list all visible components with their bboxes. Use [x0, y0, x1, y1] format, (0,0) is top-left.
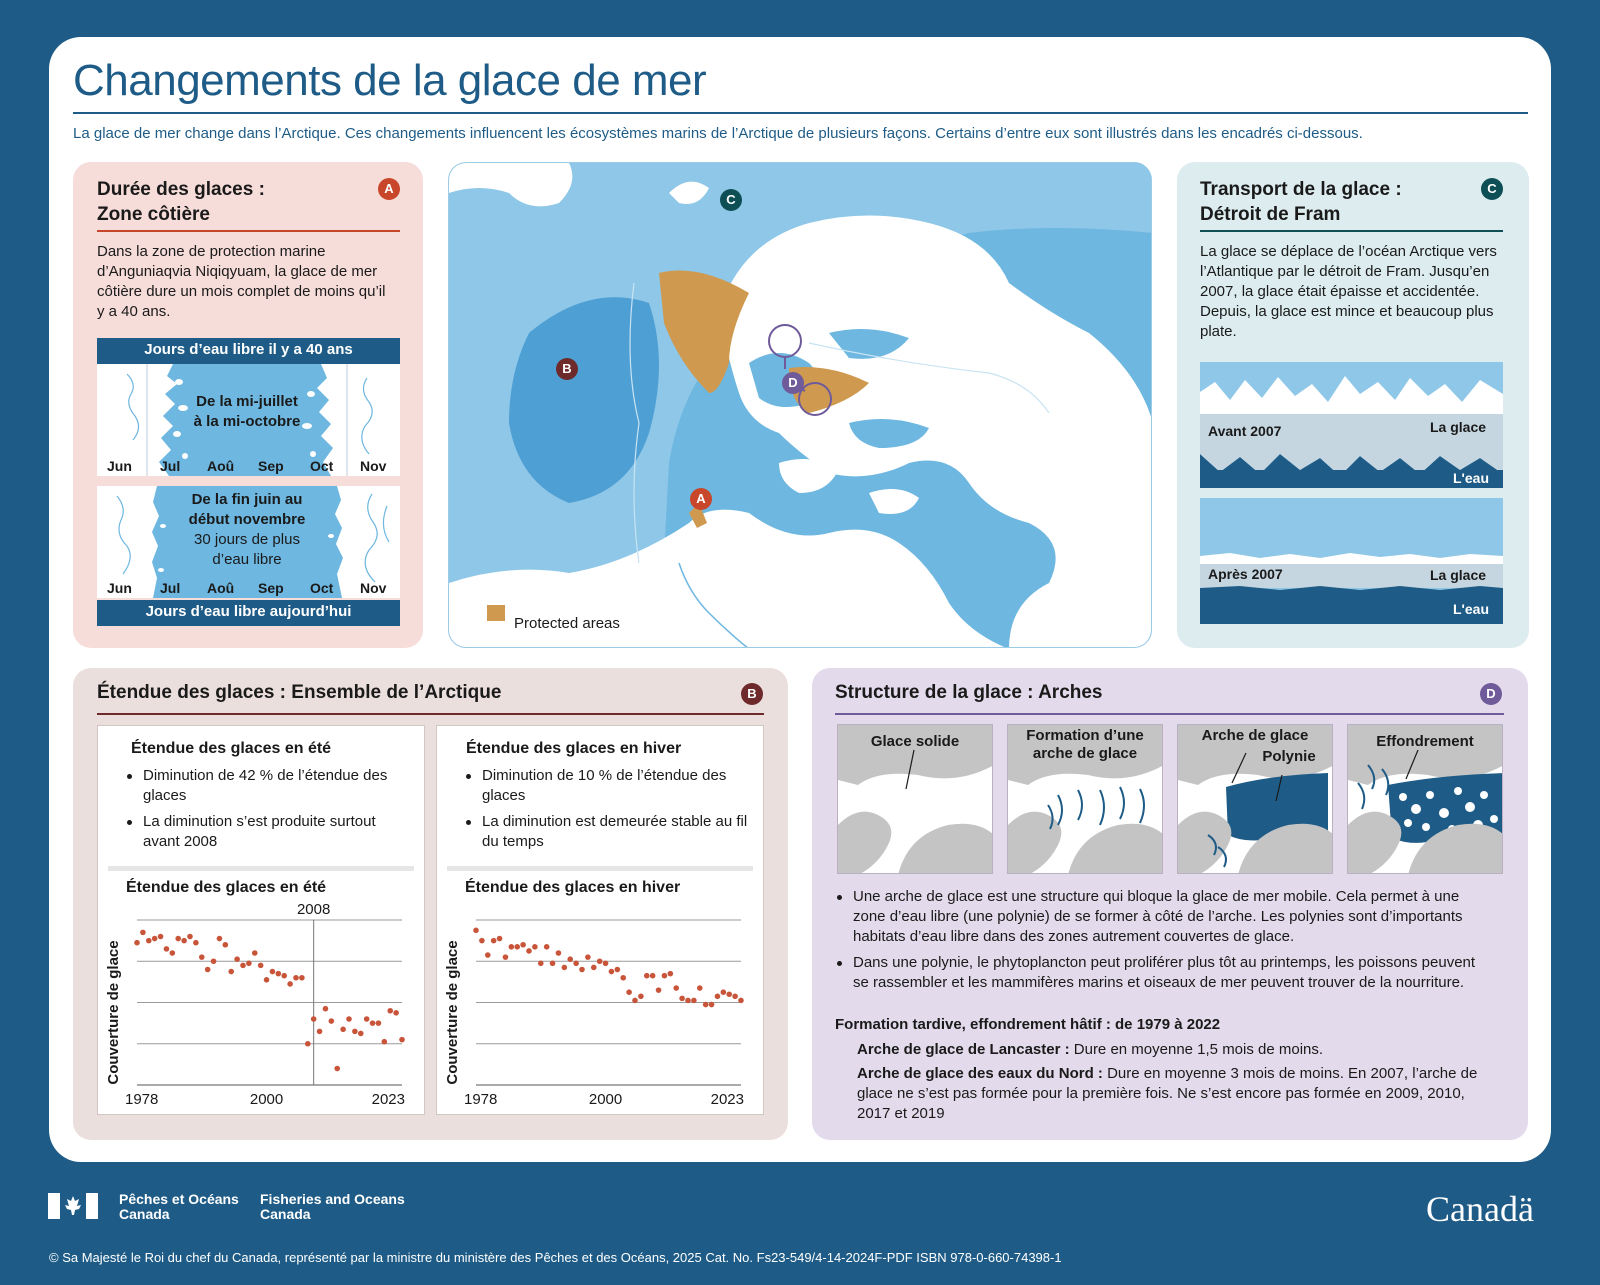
lancaster-text: Dure en moyenne 1,5 mois de moins.	[1073, 1041, 1324, 1058]
x-tick-label: 1978	[125, 1091, 159, 1108]
data-point	[252, 950, 258, 956]
winter-scatter-chart	[436, 900, 764, 1112]
data-point	[270, 969, 276, 975]
data-point	[217, 936, 223, 942]
data-point	[228, 969, 234, 975]
badge-c: C	[1481, 178, 1503, 200]
data-point	[620, 975, 626, 981]
map-badge-a: A	[690, 488, 712, 510]
data-point	[497, 936, 503, 942]
data-point	[211, 958, 217, 964]
data-point	[567, 956, 573, 962]
badge-a: A	[378, 178, 400, 200]
panel-a-title	[97, 177, 265, 227]
data-point	[246, 961, 252, 967]
data-point	[491, 938, 497, 944]
map-badge-c: C	[720, 189, 742, 211]
label-before-2007: Avant 2007	[1208, 423, 1282, 439]
month-label: Nov	[360, 580, 387, 596]
data-point	[382, 1039, 388, 1045]
summer-scatter-chart	[97, 900, 425, 1112]
data-point	[152, 936, 158, 942]
annotation-label: 2008	[296, 901, 331, 918]
data-point	[573, 961, 579, 967]
summer-chart-title: Étendue des glaces en été	[126, 879, 327, 896]
timeline-now-label	[147, 490, 347, 570]
now-label-line1: De la fin juin au	[191, 491, 303, 508]
label-ice-before: La glace	[1430, 419, 1487, 435]
data-point	[656, 987, 662, 993]
month-label: Jun	[107, 580, 132, 596]
data-point	[679, 996, 685, 1002]
data-point	[685, 998, 691, 1004]
canada-wordmark: Canadä	[1426, 1189, 1534, 1229]
data-point	[609, 969, 615, 975]
data-point	[399, 1037, 405, 1043]
winter-separator	[447, 866, 753, 871]
north-water-arch	[857, 1064, 1487, 1124]
panel-a-title-line1: Durée des glaces :	[97, 179, 265, 200]
formation-heading: Formation tardive, effondrement hâtif : de 1979 à 2022	[835, 1016, 1221, 1033]
data-point	[281, 973, 287, 979]
data-point	[175, 936, 181, 942]
data-point	[299, 975, 305, 981]
arch-stage-forming	[1007, 724, 1163, 874]
dept-name-en	[260, 1192, 405, 1222]
x-tick-label: 2023	[710, 1091, 744, 1108]
arctic-map	[449, 163, 1152, 648]
data-point	[650, 973, 656, 979]
map-badge-d: D	[782, 372, 804, 394]
panel-d-title: Structure de la glace : Arches	[835, 682, 1103, 703]
data-point	[632, 998, 638, 1004]
panel-b-title: Étendue des glaces : Ensemble de l’Arctique	[97, 682, 502, 703]
summer-separator	[108, 866, 414, 871]
data-point	[691, 998, 697, 1004]
panel-c-title	[1200, 177, 1402, 227]
badge-b: B	[741, 683, 763, 705]
data-point	[721, 989, 727, 995]
dept-fr-line1: Pêches et Océans	[119, 1191, 239, 1207]
now-label-line4: d’eau libre	[212, 551, 282, 568]
data-point	[240, 963, 246, 969]
data-point	[199, 954, 205, 960]
label-ice-after: La glace	[1430, 567, 1487, 583]
data-point	[615, 967, 621, 973]
data-point	[205, 967, 211, 973]
month-label: Aoû	[207, 458, 235, 474]
winter-bullets	[464, 766, 754, 858]
panel-c-text: La glace se déplace de l’océan Arctique vers l’Atlantique par le détroit de Fram. Jusqu’en 2007, la glace était épaisse et accidentée. Depuis, la glace est mince et beaucoup plus plate.	[1200, 243, 1497, 340]
data-point	[305, 1041, 311, 1047]
summer-heading: Étendue des glaces en été	[131, 740, 332, 757]
dept-en-line2: Canada	[260, 1206, 311, 1222]
data-point	[293, 975, 299, 981]
copyright-text: © Sa Majesté le Roi du chef du Canada, représenté par la ministre du ministère des Pêches et des Océans, 2025 Cat. No. Fs23-549/4-14-2024F-PDF ISBN 978-0-660-74398-1	[49, 1250, 1062, 1265]
arch-bullet: Une arche de glace est une structure qui bloque la glace de mer mobile. Cela permet à une zone d’eau libre (une polynie) de se former à côté de l’arche. Les polynies sont d’importants habitats d’eau libre dans des zones autrement couvertes de glace.	[835, 887, 1495, 947]
data-point	[526, 948, 532, 954]
x-tick-label: 1978	[464, 1091, 498, 1108]
data-point	[715, 994, 721, 1000]
data-point	[644, 973, 650, 979]
month-label: Jun	[107, 458, 132, 474]
data-point	[370, 1020, 376, 1026]
data-point	[638, 994, 644, 1000]
month-label: Jul	[160, 458, 181, 474]
data-point	[323, 1006, 329, 1012]
map-legend-label: Protected areas	[514, 615, 620, 632]
data-point	[340, 1027, 346, 1033]
x-tick-label: 2023	[371, 1091, 405, 1108]
panel-d-divider	[835, 713, 1504, 715]
data-point	[544, 944, 550, 950]
data-point	[334, 1066, 340, 1072]
data-point	[352, 1029, 358, 1035]
stage-2-label	[1008, 727, 1162, 763]
data-point	[187, 934, 193, 940]
data-point	[703, 1002, 709, 1008]
past-label-line2: à la mi-octobre	[193, 413, 301, 430]
data-point	[503, 954, 509, 960]
data-point	[234, 956, 240, 962]
data-point	[673, 985, 679, 991]
data-point	[473, 928, 479, 934]
data-point	[317, 1029, 323, 1035]
y-axis-label: Couverture de glace	[105, 940, 122, 1085]
lancaster-arch	[857, 1040, 1497, 1060]
stage-2-label-line1: Formation d’une	[1026, 727, 1144, 744]
winter-bullet: Diminution de 10 % de l’étendue des glaces	[464, 766, 754, 806]
data-point	[387, 1008, 393, 1014]
summer-bullet: Diminution de 42 % de l’étendue des glaces	[125, 766, 415, 806]
data-point	[181, 938, 187, 944]
arch-bullet: Dans une polynie, le phytoplancton peut proliférer plus tôt au printemps, les poissons peuvent se rassembler et les mammifères marins et oiseaux de mer peuvent trouver de la nourriture.	[835, 953, 1495, 993]
legend-swatch	[487, 605, 505, 621]
data-point	[276, 971, 282, 977]
label-water-after: L'eau	[1453, 601, 1490, 617]
panel-a-divider	[97, 230, 400, 232]
data-point	[697, 985, 703, 991]
data-point	[579, 967, 585, 973]
data-point	[158, 934, 164, 940]
north-label: Arche de glace des eaux du Nord :	[857, 1065, 1103, 1082]
winter-bullet: La diminution est demeurée stable au fil du temps	[464, 812, 754, 852]
data-point	[709, 1002, 715, 1008]
page-title: Changements de la glace de mer	[73, 56, 707, 105]
dept-fr-line2: Canada	[119, 1206, 170, 1222]
data-point	[603, 961, 609, 967]
canada-flag-icon	[48, 1193, 98, 1219]
dept-en-line1: Fisheries and Oceans	[260, 1191, 405, 1207]
data-point	[562, 965, 568, 971]
data-point	[170, 950, 176, 956]
data-point	[514, 944, 520, 950]
label-water-before: L'eau	[1453, 470, 1490, 486]
bar-now-open-water: Jours d’eau libre aujourd’hui	[97, 600, 400, 626]
arch-stage-collapse	[1347, 724, 1503, 874]
stage-3-polynya-label: Polynie	[1262, 748, 1316, 765]
data-point	[164, 946, 170, 952]
data-point	[485, 952, 491, 958]
arch-bullets	[835, 887, 1495, 999]
stage-4-label: Effondrement	[1376, 733, 1474, 750]
past-label-line1: De la mi-juillet	[196, 393, 298, 410]
data-point	[393, 1010, 399, 1016]
y-axis-label: Couverture de glace	[444, 940, 461, 1085]
data-point	[329, 1018, 335, 1024]
month-label: Aoû	[207, 580, 235, 596]
summer-bullets	[125, 766, 415, 858]
data-point	[311, 1016, 317, 1022]
north-text: Dure en moyenne 3 mois de moins. En 2007, l’arche de glace ne s’est pas formée pour la première fois. Ne s’est encore pas formée en 2009, 2010, 2017 et 2019	[857, 1065, 1478, 1122]
data-point	[376, 1020, 382, 1026]
winter-heading: Étendue des glaces en hiver	[466, 740, 682, 757]
data-point	[134, 940, 140, 946]
data-point	[626, 989, 632, 995]
intro-text: La glace de mer change dans l’Arctique. Ces changements influencent les écosystèmes marins de l’Arctique de plusieurs façons. Certains d’entre eux sont illustrés dans les encadrés ci-dessous.	[73, 125, 1363, 142]
stage-1-label: Glace solide	[870, 733, 960, 750]
now-label-line2: début novembre	[188, 511, 306, 528]
data-point	[223, 942, 229, 948]
data-point	[509, 944, 515, 950]
arch-stage-solid-ice	[837, 724, 993, 874]
summer-bullet: La diminution s’est produite surtout avant 2008	[125, 812, 415, 852]
label-after-2007: Après 2007	[1208, 566, 1283, 582]
data-point	[591, 965, 597, 971]
stage-2-label-line2: arche de glace	[1032, 745, 1138, 762]
data-point	[346, 1016, 352, 1022]
month-label: Sep	[258, 458, 284, 474]
data-point	[662, 973, 668, 979]
data-point	[140, 930, 146, 936]
data-point	[668, 971, 674, 977]
month-label: Nov	[360, 458, 387, 474]
data-point	[738, 998, 744, 1004]
data-point	[532, 944, 538, 950]
now-label-line3: 30 jours de plus	[194, 531, 300, 548]
data-point	[479, 938, 485, 944]
data-point	[732, 994, 738, 1000]
data-point	[726, 991, 732, 997]
data-point	[585, 954, 591, 960]
panel-c-title-line2: Détroit de Fram	[1200, 204, 1341, 225]
winter-chart-title: Étendue des glaces en hiver	[465, 879, 681, 896]
bar-past-open-water: Jours d’eau libre il y a 40 ans	[97, 338, 400, 364]
map-panel	[448, 162, 1152, 648]
data-point	[146, 938, 152, 944]
x-tick-label: 2000	[588, 1091, 623, 1108]
panel-c-divider	[1200, 230, 1503, 232]
title-divider	[73, 112, 1528, 114]
month-label: Jul	[160, 580, 181, 596]
panel-a-text: Dans la zone de protection marine d’Anguniaqvia Niqiqyuam, la glace de mer côtière dure un mois complet de moins qu’il y a 40 ans.	[97, 243, 386, 320]
lancaster-label: Arche de glace de Lancaster :	[857, 1041, 1070, 1058]
arch-stage-polynya	[1177, 724, 1333, 874]
data-point	[287, 981, 293, 987]
badge-d: D	[1480, 683, 1502, 705]
dept-name-fr	[119, 1192, 239, 1222]
data-point	[193, 940, 199, 946]
month-label: Sep	[258, 580, 284, 596]
timeline-past-label	[147, 392, 347, 432]
data-point	[556, 950, 562, 956]
data-point	[358, 1031, 364, 1037]
data-point	[520, 942, 526, 948]
map-badge-b: B	[556, 358, 578, 380]
data-point	[538, 961, 544, 967]
data-point	[597, 958, 603, 964]
stage-3-label: Arche de glace	[1201, 727, 1309, 744]
data-point	[364, 1016, 370, 1022]
month-label: Oct	[310, 458, 334, 474]
data-point	[264, 977, 270, 983]
panel-c-title-line1: Transport de la glace :	[1200, 179, 1402, 200]
month-label: Oct	[310, 580, 334, 596]
panel-a-title-line2: Zone côtière	[97, 204, 210, 225]
data-point	[550, 961, 556, 967]
panel-b-divider	[97, 713, 764, 715]
data-point	[258, 963, 264, 969]
x-tick-label: 2000	[249, 1091, 284, 1108]
